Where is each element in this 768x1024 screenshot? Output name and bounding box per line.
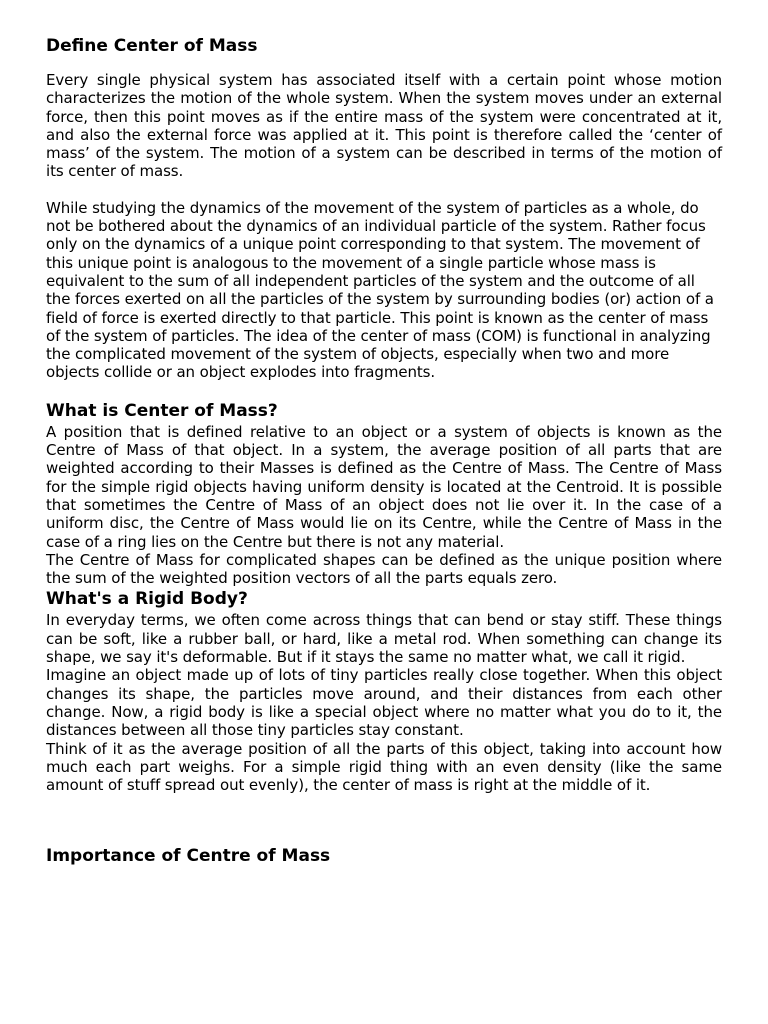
- heading-define-center-of-mass: Define Center of Mass: [46, 36, 258, 56]
- paragraph-what-is-2: The Centre of Mass for complicated shapes can be defined as the unique position where the sum of the weighted position vectors of all the parts equals zero.: [46, 550, 722, 588]
- paragraph-define-1: Every single physical system has associated itself with a certain point whose motion characterizes the motion of the whole system. When the system moves under an external force, then this point moves as if the entire mass of the system were concentrated at it, and also the external force was applied at it. This point is therefore called the ‘center of mass’ of the system. The motion of a system can be described in terms of the motion of its center of mass.: [46, 71, 722, 181]
- document-page: [46, 32, 722, 868]
- heading-what-is-center-of-mass: What is Center of Mass?: [46, 400, 278, 421]
- paragraph-rigid-2: Imagine an object made up of lots of tiny particles really close together. When this object changes its shape, the particles move around, and their distances from each other change. Now, a rigid body is like a special object where no matter what you do to it, the distances between all those tiny particles stay constant.: [46, 666, 722, 740]
- heading-rigid-body: What's a Rigid Body?: [46, 589, 248, 610]
- paragraph-define-2: While studying the dynamics of the movement of the system of particles as a whole, do not be bothered about the dynamics of an individual particle of the system. Rather focus only on the dynamics of a unique point corresponding to that system. The movement of this unique point is analogous to the movement of a single particle whose mass is equivalent to the sum of all independent particles of the system and the outcome of all the forces exerted on all the particles of the system by surrounding bodies (or) action of a field of force is exerted directly to that particle. This point is known as the center of mass of the system of particles. The idea of the center of mass (COM) is functional in analyzing the complicated movement of the system of objects, especially when two and more objects collide or an object explodes into fragments.: [46, 198, 714, 382]
- paragraph-rigid-3: Think of it as the average position of all the parts of this object, taking into account how much each part weighs. For a simple rigid thing with an even density (like the same amount of stuff spread out evenly), the center of mass is right at the middle of it.: [46, 739, 722, 795]
- heading-importance-of-centre-of-mass: Importance of Centre of Mass: [46, 846, 331, 867]
- paragraph-what-is-1: A position that is defined relative to an object or a system of objects is known as the Centre of Mass of that object. In a system, the average position of all parts that are weighted according to their Masses is defined as the Centre of Mass. The Centre of Mass for the simple rigid objects having uniform density is located at the Centroid. It is possible that sometimes the Centre of Mass of an object does not lie over it. In the case of a uniform disc, the Centre of Mass would lie on its Centre, while the Centre of Mass in the case of a ring lies on the Centre but there is not any material.: [46, 422, 722, 551]
- paragraph-rigid-1: In everyday terms, we often come across things that can bend or stay stiff. These things can be soft, like a rubber ball, or hard, like a metal rod. When something can change its shape, we say it's deformable. But if it stays the same no matter what, we call it rigid.: [46, 611, 722, 667]
